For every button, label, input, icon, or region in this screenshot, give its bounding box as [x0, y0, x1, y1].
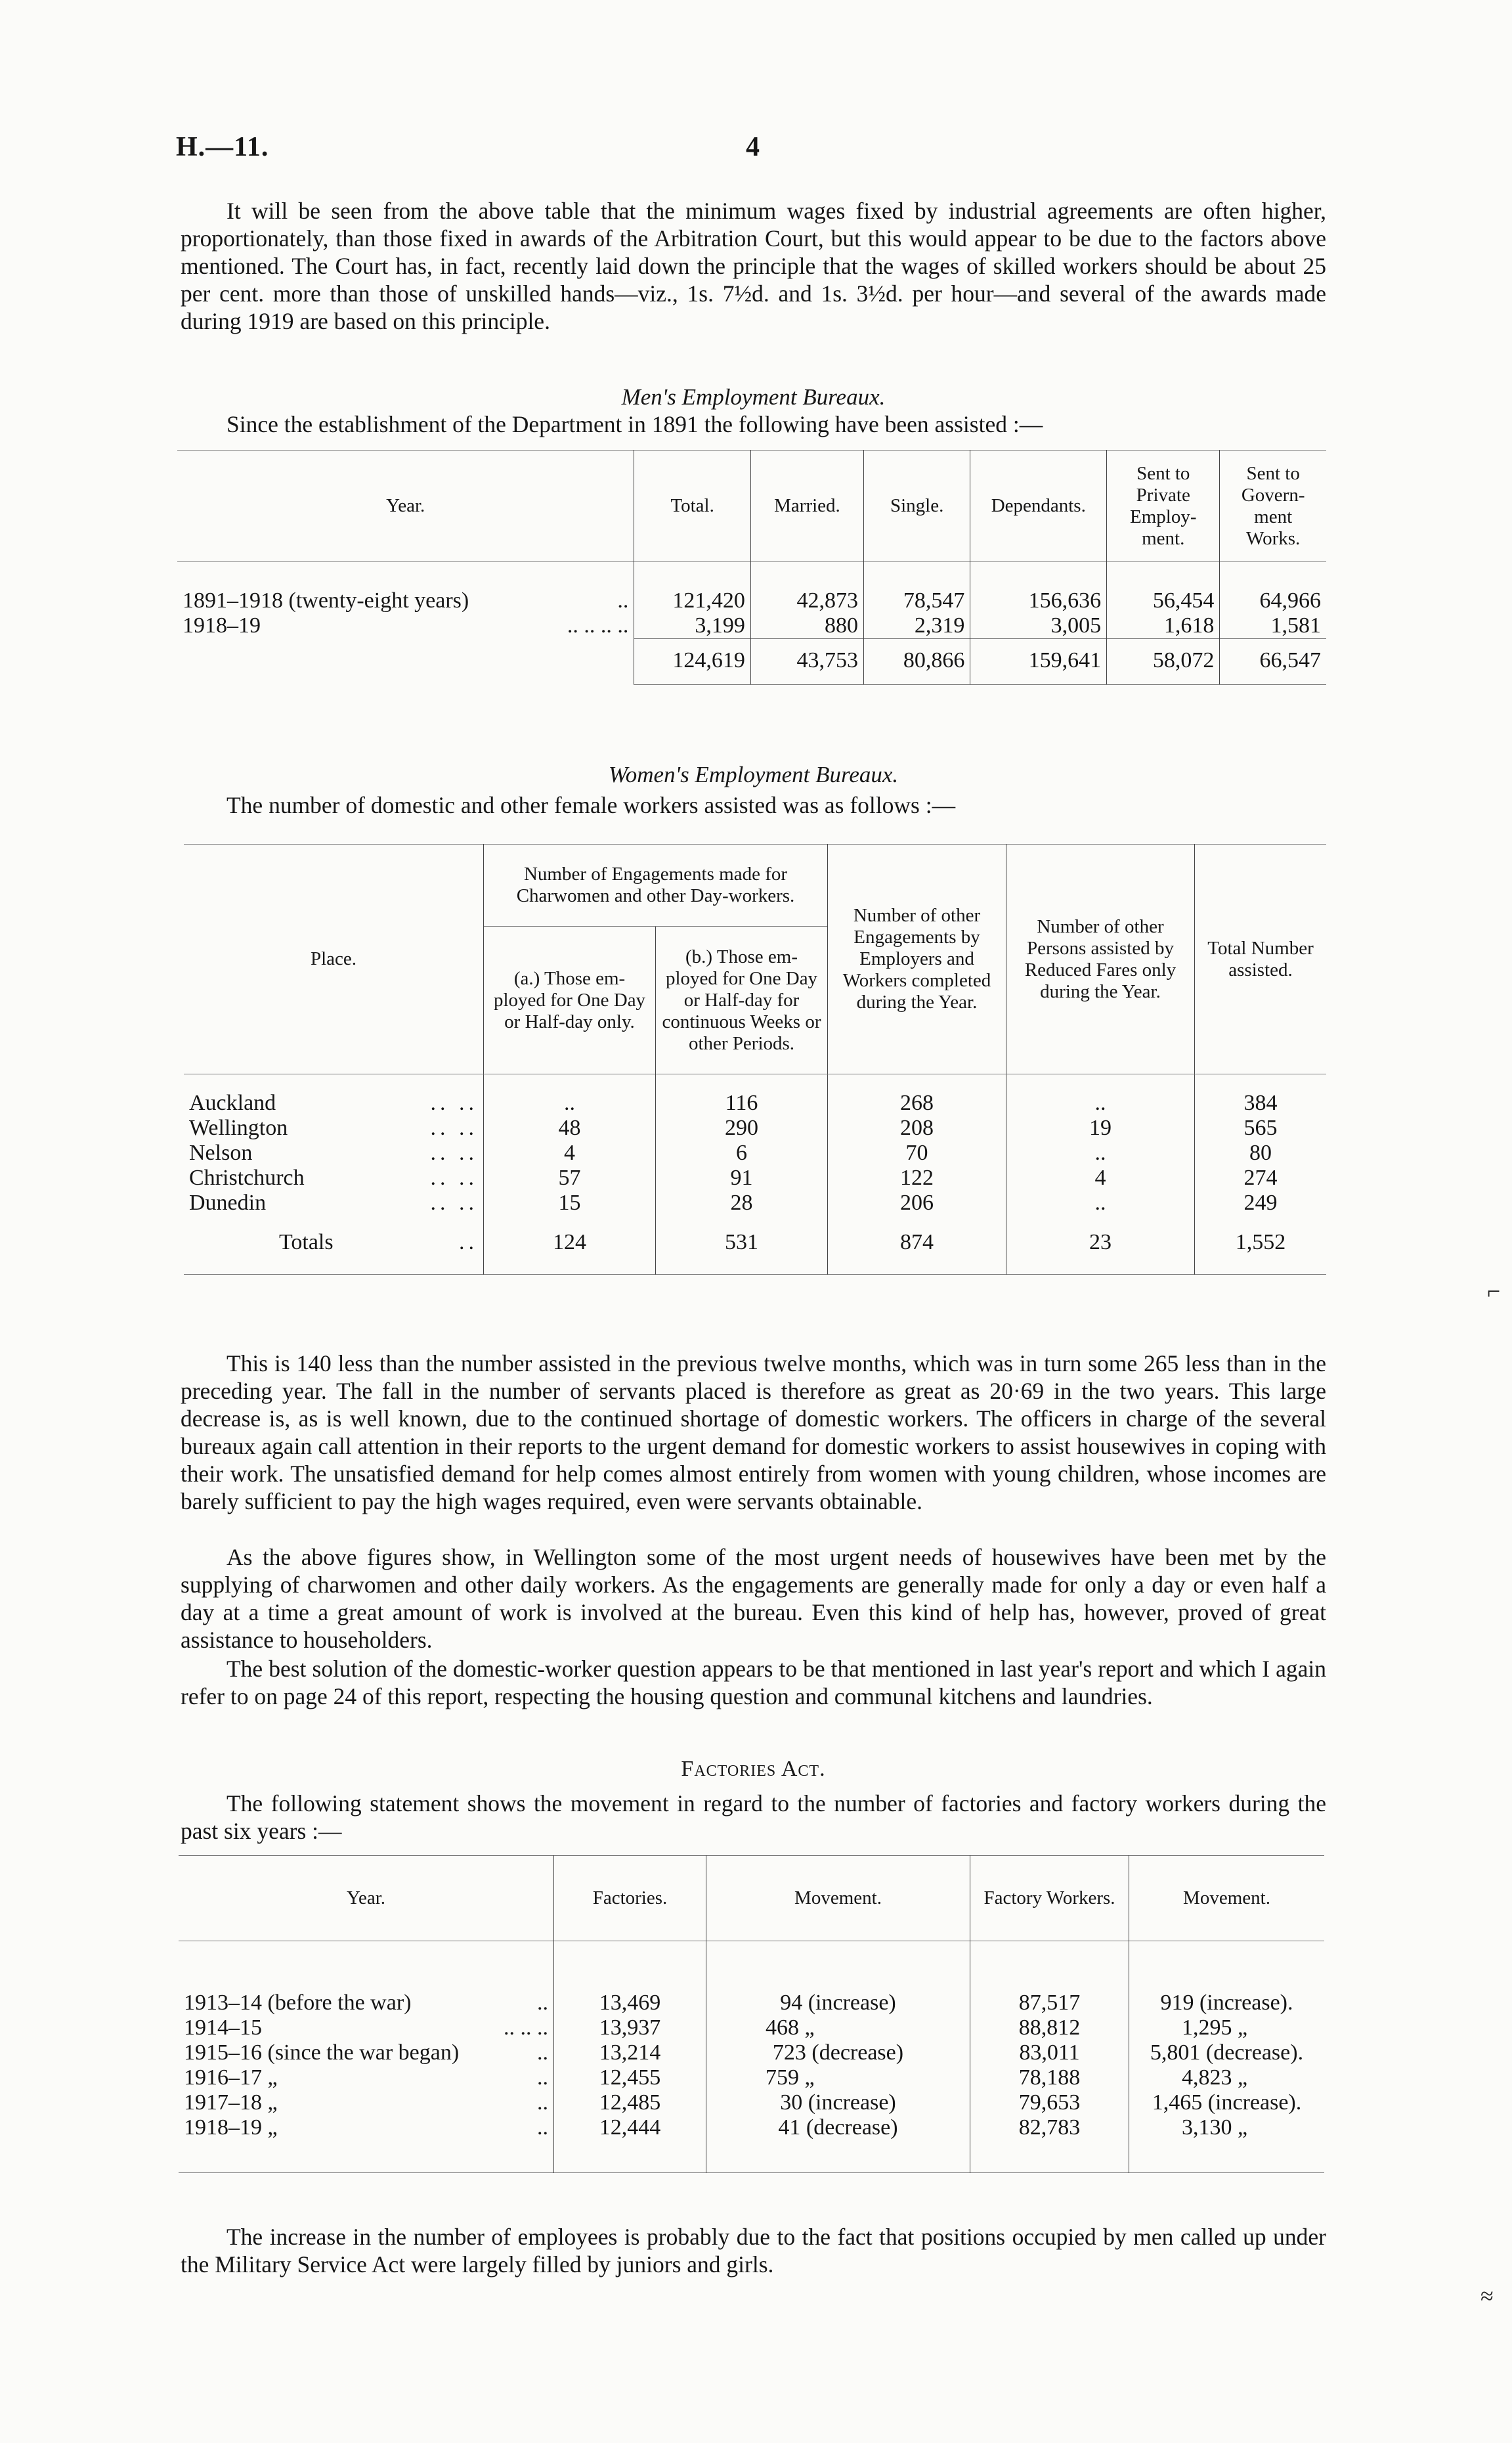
page-header: [176, 131, 1331, 171]
col-place: Place.: [184, 845, 484, 1074]
table-row: Dunedin .. .. 15 28 206 .. 249: [184, 1191, 1326, 1216]
page-number: 4: [746, 132, 760, 162]
factories-table: [179, 1855, 1324, 2173]
table-row: 1914–15 .. .. .. 13,937 468 „ 88,812 1,295 „: [179, 2015, 1324, 2040]
col-b: (b.) Those em-ployed for One Day or Half-day for continuous Weeks or other Periods.: [656, 927, 828, 1074]
margin-mark: ≈: [1480, 2283, 1494, 2309]
col-government: Sent to Govern-ment Works.: [1220, 451, 1326, 562]
col-workers: Factory Workers.: [970, 1856, 1129, 1941]
table-row: 1918–19 .. .. .. .. 3,199 880 2,319 3,005 1,618 1,581: [177, 613, 1326, 639]
margin-mark: ⌐: [1487, 1278, 1501, 1304]
col-year: Year.: [346, 1887, 386, 1908]
page-id: H.—11.: [176, 132, 269, 162]
table-row: 1891–1918 (twenty-eight years) .. 121,420 42,873 78,547 156,636 56,454 64,966: [177, 588, 1326, 613]
table-row: Auckland .. .. .. 116 268 .. 384: [184, 1091, 1326, 1116]
totals-row: 124,619 43,753 80,866 159,641 58,072 66,547: [177, 638, 1326, 684]
col-engagements-group: Number of Engagements made for Charwomen and other Day-workers.: [484, 845, 828, 927]
col-other-engagements: Number of other Engagements by Employers and Workers completed during the Year.: [828, 845, 1006, 1074]
col-year: Year.: [386, 495, 425, 516]
col-reduced-fares: Number of other Persons assisted by Reduced Fares only during the Year.: [1006, 845, 1195, 1074]
table-row: 1916–17 „ .. 12,455 759 „ 78,188 4,823 „: [179, 2065, 1324, 2090]
mens-bureau-table: [177, 450, 1326, 685]
col-total-assisted: Total Number assisted.: [1195, 845, 1327, 1074]
table-row: Wellington .. .. 48 290 208 19 565: [184, 1116, 1326, 1141]
factories-intro: The following statement shows the movement in regard to the number of factories and factory workers during the past six years :—: [181, 1790, 1326, 1844]
table-row: 1913–14 (before the war) .. 13,469 94 (increase) 87,517 919 (increase).: [179, 1991, 1324, 2015]
col-single: Single.: [864, 451, 970, 562]
col-movement: Movement.: [706, 1856, 970, 1941]
womens-bureau-table: [184, 844, 1326, 1275]
col-married: Married.: [750, 451, 863, 562]
intro-paragraph: It will be seen from the above table that the minimum wages fixed by industrial agreements are often higher, proportionately, than those fixed in awards of the Arbitration Court, but this would appear to be due to the factors above mentioned. The Court has, in fact, recently laid down the principle that the wages of skilled workers should be about 25 per cent. more than those of unskilled hands—viz., 1s. 7½d. and 1s. 3½d. per hour—and several of the awards made during 1919 are based on this principle.: [181, 198, 1326, 334]
table-row: 1915–16 (since the war began) .. 13,214 723 (decrease) 83,011 5,801 (decrease).: [179, 2040, 1324, 2065]
womens-bureau-heading: Women's Employment Bureaux.: [608, 762, 899, 787]
totals-row: Totals .. 124 531 874 23 1,552: [184, 1216, 1326, 1275]
col-movement-2: Movement.: [1129, 1856, 1325, 1941]
table-row: Nelson .. .. 4 6 70 .. 80: [184, 1141, 1326, 1166]
mens-bureau-heading: Men's Employment Bureaux.: [621, 384, 886, 410]
closing-paragraph: The increase in the number of employees is probably due to the fact that positions occupied by men called up under the Military Service Act were largely filled by juniors and girls.: [181, 2224, 1326, 2278]
col-total: Total.: [634, 451, 751, 562]
mens-bureau-intro: Since the establishment of the Department in 1891 the following have been assisted :—: [227, 411, 1043, 437]
col-private: Sent to Private Employ-ment.: [1107, 451, 1220, 562]
paragraph-3: As the above figures show, in Wellington some of the most urgent needs of housewives have been met by the supplying of charwomen and other daily workers. As the engagements are generally made for only a day or even half a day at a time a great amount of work is involved at the bureau. Even this kind of help has, however, proved of great assistance to householders.: [181, 1544, 1326, 1653]
table-row: 1918–19 „ .. 12,444 41 (decrease) 82,783 3,130 „: [179, 2115, 1324, 2140]
paragraph-4: The best solution of the domestic-worker question appears to be that mentioned in last year's report and which I again refer to on page 24 of this report, respecting the housing question and communal kitchens and laundries.: [181, 1656, 1326, 1709]
table-row: Christchurch .. .. 57 91 122 4 274: [184, 1166, 1326, 1191]
factories-heading: Factories Act.: [681, 1757, 826, 1781]
table-row: 1917–18 „ .. 12,485 30 (increase) 79,653 1,465 (increase).: [179, 2090, 1324, 2115]
col-dependants: Dependants.: [970, 451, 1107, 562]
col-factories: Factories.: [554, 1856, 706, 1941]
col-a: (a.) Those em-ployed for One Day or Half-day only.: [484, 927, 656, 1074]
womens-bureau-intro: The number of domestic and other female workers assisted was as follows :—: [227, 792, 956, 818]
paragraph-2: This is 140 less than the number assisted in the previous twelve months, which was in turn some 265 less than in the preceding year. The fall in the number of servants placed is therefore as great as 20·69 in the two years. This large decrease is, as is well known, due to the continued shortage of domestic workers. The officers in charge of the several bureaux again call attention in their reports to the urgent demand for domestic workers to assist housewives in coping with their work. The unsatisfied demand for help comes almost entirely from women with young children, whose incomes are barely sufficient to pay the high wages required, even were servants obtainable.: [181, 1350, 1326, 1514]
